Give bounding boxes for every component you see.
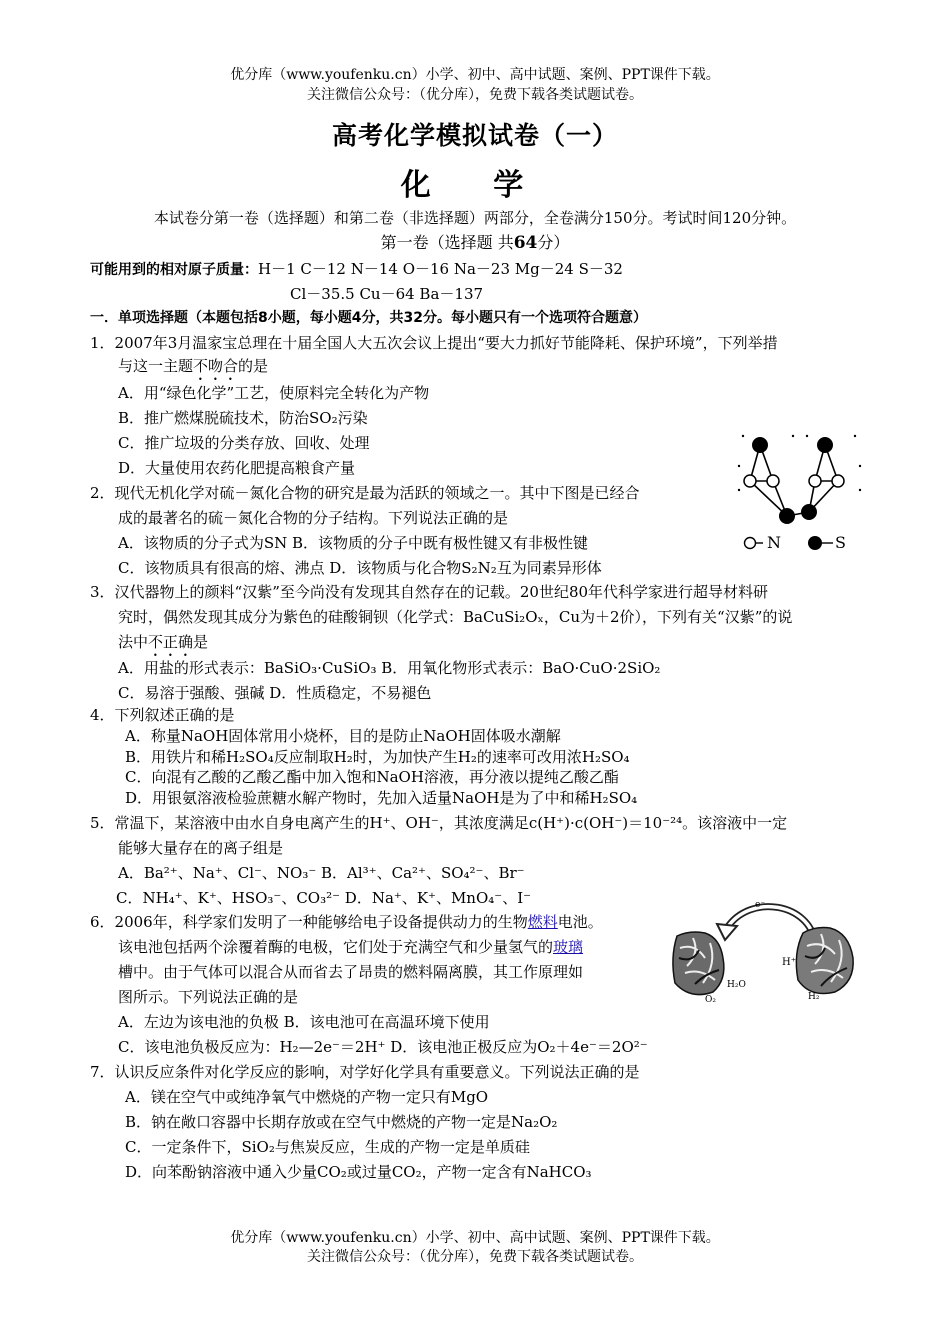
fig-oxygen-label: O₂ [705, 995, 716, 1005]
molecule-bonds [750, 445, 838, 516]
electron-arrowhead [717, 924, 737, 940]
q4-stem: 4．下列叙述正确的是 [90, 706, 235, 724]
q2-stem-line-1: 2．现代无机化学对硫－氮化合物的研究是最为活跃的领域之一。其中下图是已经合 [90, 484, 640, 502]
q6-stem-line-3: 槽中。由于气体可以混合从而省去了昂贵的燃料隔离膜，其工作原理如 [118, 963, 584, 981]
q3-stem-line-2: 究时，偶然发现其成分为紫色的硅酸铜钡（化学式：BaCuSi₂Oₓ，Cu为＋2价），下列有关“汉紫”的说 [118, 608, 793, 626]
exam-title: 高考化学模拟试卷（一） [331, 121, 618, 150]
q5-options-ab: A．Ba²⁺、Na⁺、Cl⁻、NO₃⁻ B．Al³⁺、Ca²⁺、SO₄²⁻、Br⁻ [118, 864, 525, 882]
q3-options-cd: C．易溶于强酸、强碱 D．性质稳定，不易褪色 [118, 684, 432, 702]
atomic-masses-line-1: 可能用到的相对原子质量：H－1 C－12 N－14 O－16 Na－23 Mg－24 S－32 [90, 260, 623, 278]
q6-stem-line-4: 图所示。下列说法正确的是 [118, 988, 299, 1006]
q4-option-c: C．向混有乙酸的乙酸乙酯中加入饱和NaOH溶液，再分液以提纯乙酸乙酯 [125, 768, 619, 786]
part1-heading: 第一卷（选择题 共64分） [380, 233, 570, 253]
atomic-masses-line-2: Cl－35.5 Cu－64 Ba－137 [290, 285, 484, 303]
q6-options-cd: C．该电池负极反应为：H₂—2e⁻＝2H⁺ D．该电池正极反应为O₂＋4e⁻＝2O²⁻ [118, 1038, 648, 1056]
footer-line-2: 关注微信公众号：（优分库），免费下载各类试题试卷。 [307, 1249, 643, 1265]
q7-option-a: A．镁在空气中或纯净氧气中燃烧的产物一定只有MgO [125, 1088, 489, 1106]
q1-option-d: D．大量使用农药化肥提高粮食产量 [118, 459, 356, 477]
q3-stem-line-1: 3．汉代器物上的颜料“汉紫”至今尚没有发现其自然存在的记载。20世纪80年代科学家进行超导材料研 [90, 583, 769, 601]
q7-option-c: C．一定条件下，SiO₂与焦炭反应，生成的产物一定是单质硅 [125, 1138, 530, 1156]
footer-line-1: 优分库（www.youfenku.cn）小学、初中、高中试题、案例、PPT课件下载。 [230, 1230, 720, 1246]
legend-s-label: S [835, 533, 846, 552]
q5-stem-line-2: 能够大量存在的离子组是 [118, 839, 284, 857]
legend-n-label: N [767, 533, 781, 552]
q3-stem-line-3: 法中不正确是 [118, 633, 209, 651]
glass-link[interactable]: 玻璃 [553, 938, 584, 956]
q7-option-b: B．钠在敞口容器中长期存放或在空气中燃烧的产物一定是Na₂O₂ [125, 1113, 558, 1131]
q3-options-ab: A．用盐的形式表示：BaSiO₃·CuSiO₃ B．用氧化物形式表示：BaO·CuO·2SiO₂ [118, 659, 661, 677]
fig-electron-label: e⁻ [755, 900, 766, 910]
fig-proton-label: H⁺ [782, 957, 796, 968]
q5-options-cd: C．NH₄⁺、K⁺、HSO₃⁻、CO₃²⁻ D．Na⁺、K⁺、MnO₄⁻、I⁻ [116, 889, 532, 907]
q2-options-cd: C．该物质具有很高的熔、沸点 D．该物质与化合物S₂N₂互为同素异形体 [118, 559, 602, 577]
q4-option-d: D．用银氨溶液检验蔗糖水解产物时，先加入适量NaOH是为了中和稀H₂SO₄ [125, 789, 638, 807]
fig-hydrogen-label: H₂ [808, 992, 820, 1002]
exam-intro: 本试卷分第一卷（选择题）和第二卷（非选择题）两部分，全卷满分150分。考试时间120分钟。 [153, 209, 797, 227]
q1-option-a: A．用“绿色化学”工艺，使原料完全转化为产物 [118, 384, 430, 402]
q7-option-d: D．向苯酚钠溶液中通入少量CO₂或过量CO₂，产物一定含有NaHCO₃ [125, 1163, 592, 1181]
q5-stem-line-1: 5．常温下，某溶液中由水自身电离产生的H⁺、OH⁻，其浓度满足c(H⁺)·c(OH⁻)＝10⁻²⁴。该溶液中一定 [90, 814, 788, 832]
legend-s-symbol [808, 536, 822, 550]
left-enzyme-electrode [673, 932, 724, 995]
q1-stem-line-2: 与这一主题不吻合的是 [118, 357, 269, 375]
subject-title: 化 学 [400, 168, 550, 203]
q6-options-ab: A．左边为该电池的负极 B．该电池可在高温环境下使用 [118, 1013, 490, 1031]
header-line-2: 关注微信公众号：（优分库），免费下载各类试题试卷。 [307, 87, 643, 103]
section-1-heading: 一．单项选择题（本题包括8小题，每小题4分，共32分。每小题只有一个选项符合题意） [90, 310, 647, 326]
right-enzyme-electrode [796, 928, 853, 994]
q6-stem-line-2: 该电池包括两个涂覆着酶的电极，它们处于充满空气和少量氢气的玻璃 [118, 938, 584, 956]
fig-water-label: H₂O [727, 980, 746, 990]
q2-stem-line-2: 成的最著名的硫－氮化合物的分子结构。下列说法正确的是 [118, 509, 509, 527]
q1-stem-line-1: 1．2007年3月温家宝总理在十届全国人大五次会议上提出“要大力抓好节能降耗、保护环境”，下列举措 [90, 334, 778, 352]
fuel-link[interactable]: 燃料 [527, 913, 558, 931]
legend-n-symbol [745, 538, 756, 549]
q7-stem: 7．认识反应条件对化学反应的影响，对学好化学具有重要意义。下列说法正确的是 [90, 1063, 640, 1081]
header-line-1: 优分库（www.youfenku.cn）小学、初中、高中试题、案例、PPT课件下载。 [230, 67, 720, 83]
q4-option-b: B．用铁片和稀H₂SO₄反应制取H₂时，为加快产生H₂的速率可改用浓H₂SO₄ [125, 748, 630, 766]
q2-options-ab: A．该物质的分子式为SN B．该物质的分子中既有极性键又有非极性键 [118, 534, 589, 552]
q4-option-a: A．称量NaOH固体常用小烧杯，目的是防止NaOH固体吸水潮解 [125, 727, 561, 745]
q1-option-c: C．推广垃圾的分类存放、回收、处理 [118, 434, 370, 452]
q6-stem-line-1: 6．2006年，科学家们发明了一种能够给电子设备提供动力的生物燃料电池。 [90, 913, 603, 931]
q1-option-b: B．推广燃煤脱硫技术，防治SO₂污染 [118, 409, 368, 427]
